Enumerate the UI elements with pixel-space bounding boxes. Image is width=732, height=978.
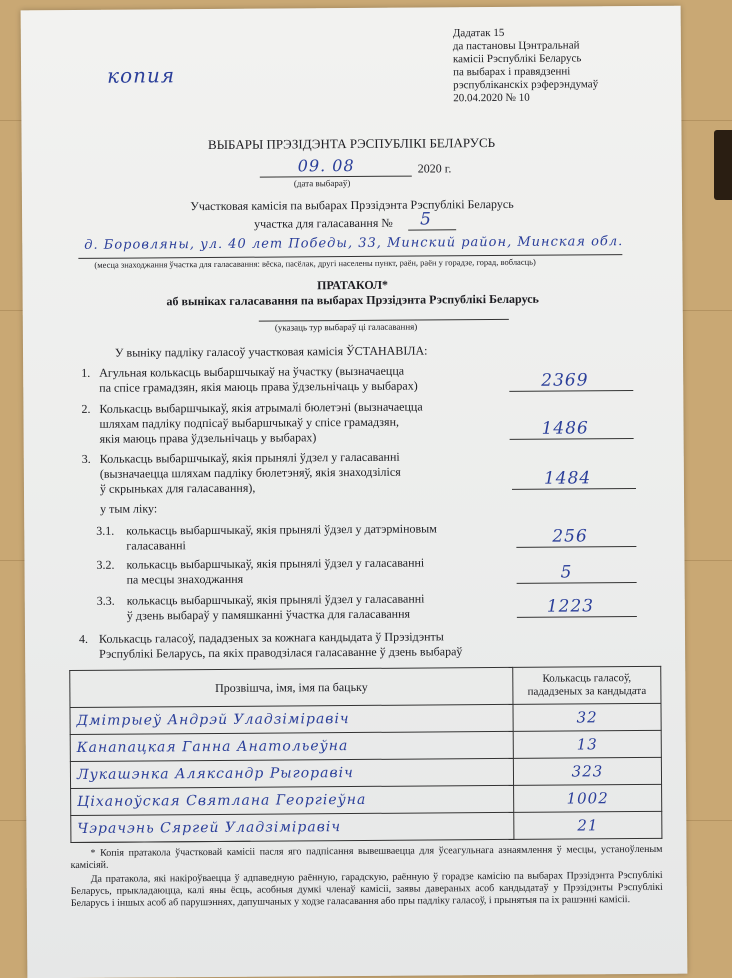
value-handwritten: 5 [560, 562, 573, 583]
value-handwritten: 1486 [541, 418, 589, 439]
item-line: Рэспублікі Беларусь, па якіх праводзілася галасаванне ў дзень выбараў [99, 644, 463, 661]
station-label: участка для галасавання № [254, 215, 393, 231]
item-line: ў скрыньках для галасавання), [99, 480, 256, 496]
candidate-name: Лукашэнка Аляксандр Рыгоравіч [70, 758, 513, 788]
header-votes: Колькасць галасоў, пададзеных за кандыдата [513, 666, 661, 704]
date-caption: (дата выбараў) [293, 178, 351, 189]
footnote-rule [70, 841, 250, 843]
candidate-name: Ціханоўская Святлана Георгіеўна [71, 785, 514, 815]
candidate-name: Дмітрыеў Андрэй Уладзіміравіч [70, 704, 513, 734]
subitem-line: ў дзень выбараў у памяшканні ўчастка для галасавання [126, 606, 411, 623]
table-row [70, 703, 661, 734]
annex-line: рэспубліканскіх рэферэндумаў [453, 78, 599, 92]
footnote-attachments: Да пратакола, які накіроўваецца ў адпаведную раённую, гарадскую, раённую ў горадзе камісію па выбарах Прэзідэнта Рэспублікі Беларусь, прыкладаюцца, калі яны ёсць, асобныя думкі членаў камісіі, заявы давераных асоб кандыдатаў у Прэзідэнты Рэспублікі Беларусь і іншых асоб аб парушэннях, дапушчаных у ходзе галасавання або пры падліку галасоў, і прынятыя па іх рашэнні камісіі. [70, 869, 663, 909]
round-caption: (указаць тур выбараў ці галасавання) [274, 321, 418, 333]
value-field [517, 598, 637, 618]
commission-line: Участковая камісія па выбарах Прэзідэнта Рэспублікі Беларусь [190, 196, 514, 214]
value-field [509, 372, 633, 392]
value-handwritten: 1223 [546, 596, 595, 617]
location-caption: (месца знаходжання ўчастка для галасавання: вёска, пасёлак, другі населены пункт, раён, раён у горадзе, горад, вобласць) [94, 256, 536, 270]
item-line: Колькасць галасоў, пададзеных за кожнага кандыдата ў Прэзідэнты [98, 629, 444, 646]
subitem-text [126, 521, 516, 554]
candidate-votes: 32 [513, 703, 661, 731]
candidate-votes: 21 [514, 811, 662, 839]
subitem-number: 3.1. [96, 523, 115, 538]
protocol-sheet [21, 6, 688, 978]
date-field [260, 155, 412, 177]
subitem-line: колькасць выбаршчыкаў, якія прынялі ўдзел у галасаванні [126, 555, 425, 572]
table-row [70, 757, 661, 788]
item-number: 1. [81, 365, 91, 380]
location-field [78, 234, 622, 259]
value-field [512, 470, 636, 490]
item-line: шляхам падліку подпісаў выбаршчыкаў у спісе грамадзян, [99, 414, 400, 431]
table-row [70, 730, 661, 761]
subitem-text [127, 591, 517, 624]
protocol-title: ПРАТАКОЛ* [317, 277, 389, 293]
item-line: Колькасць выбаршчыкаў, якія прынялі ўдзел у галасаванні [99, 449, 400, 466]
value-handwritten: 1484 [543, 468, 592, 489]
copy-handwritten-mark: копия [107, 63, 176, 88]
binder-clip [714, 130, 732, 200]
item-number: 2. [81, 401, 91, 416]
subitem-number: 3.3. [96, 593, 115, 608]
candidate-votes: 323 [513, 757, 661, 785]
annex-line: камісіі Рэспублікі Беларусь [452, 52, 582, 66]
protocol-subtitle: аб выніках галасавання па выбарах Прэзідэнта Рэспублікі Беларусь [166, 291, 539, 309]
established-heading: У выніку падліку галасоў участковая камісія ЎСТАНАВІЛА: [114, 343, 428, 360]
election-title: ВЫБАРЫ ПРЭЗІДЭНТА РЭСПУБЛІКІ БЕЛАРУСЬ [207, 135, 496, 153]
table-row [71, 784, 662, 815]
station-number: 5 [420, 209, 432, 230]
header-name: Прозвішча, імя, імя па бацьку [70, 667, 513, 707]
value-field [517, 564, 637, 584]
footnote: * Копія пратакола ўчастковай камісіі пасля яго падпісання вывешваецца для ўсеагульнага азнаямлення ў месцы, устаноўленым камісіяй. [70, 843, 663, 871]
item-line: якія маюць права ўдзельнічаць у выбарах) [99, 430, 317, 446]
in-that-number: у тым ліку: [100, 501, 158, 516]
item-text [100, 449, 520, 497]
item-number: 4. [78, 631, 89, 646]
candidate-votes: 1002 [514, 784, 662, 812]
table-header-row [70, 666, 661, 707]
location-value: д. Боровляны, ул. 40 лет Победы, 33, Минский район, Минская обл. [84, 234, 624, 253]
table-row [71, 811, 662, 842]
value-field [510, 420, 634, 440]
value-field [516, 528, 636, 548]
item-text [99, 399, 519, 447]
value-handwritten: 2369 [541, 370, 589, 391]
annex-line: па выбарах і правядзенні [453, 65, 571, 79]
station-number-field [408, 211, 456, 230]
subitem-number: 3.2. [96, 557, 115, 572]
candidate-votes: 13 [513, 730, 661, 758]
candidate-name: Канапацкая Ганна Анатольеўна [70, 731, 513, 761]
subitem-line: па месцы знаходжання [126, 571, 244, 587]
subitem-text [126, 555, 516, 588]
annex-line: Дадатак 15 [452, 26, 505, 40]
annex-header [453, 26, 674, 106]
item-line: Колькасць выбаршчыкаў, якія атрымалі бюлетэні (вызначаецца [99, 399, 423, 416]
item-text [99, 363, 519, 396]
item-text [99, 628, 579, 661]
candidate-name: Чэрачэнь Сяргей Уладзіміравіч [71, 812, 514, 842]
date-value: 09. 08 [297, 155, 355, 176]
item-number: 3. [81, 451, 91, 466]
subitem-line: галасаванні [126, 538, 186, 553]
value-handwritten: 256 [552, 526, 588, 547]
date-year: 2020 г. [417, 161, 452, 176]
annex-line: 20.04.2020 № 10 [453, 91, 530, 105]
subitem-line: колькасць выбаршчыкаў, якія прынялі ўдзел у галасаванні [126, 591, 425, 608]
candidates-table [69, 666, 662, 843]
item-line: Агульная колькасць выбаршчыкаў на ўчастку (вызначаецца [99, 363, 405, 380]
item-line: па спісе грамадзян, якія маюць права ўдзельнічаць у выбарах) [99, 378, 418, 395]
item-line: (вызначаецца шляхам падліку бюлетэняў, якія знаходзіліся [99, 464, 401, 481]
subitem-line: колькасць выбаршчыкаў, якія прынялі ўдзел у датэрміновым [126, 521, 437, 538]
annex-line: да пастановы Цэнтральнай [452, 39, 580, 53]
